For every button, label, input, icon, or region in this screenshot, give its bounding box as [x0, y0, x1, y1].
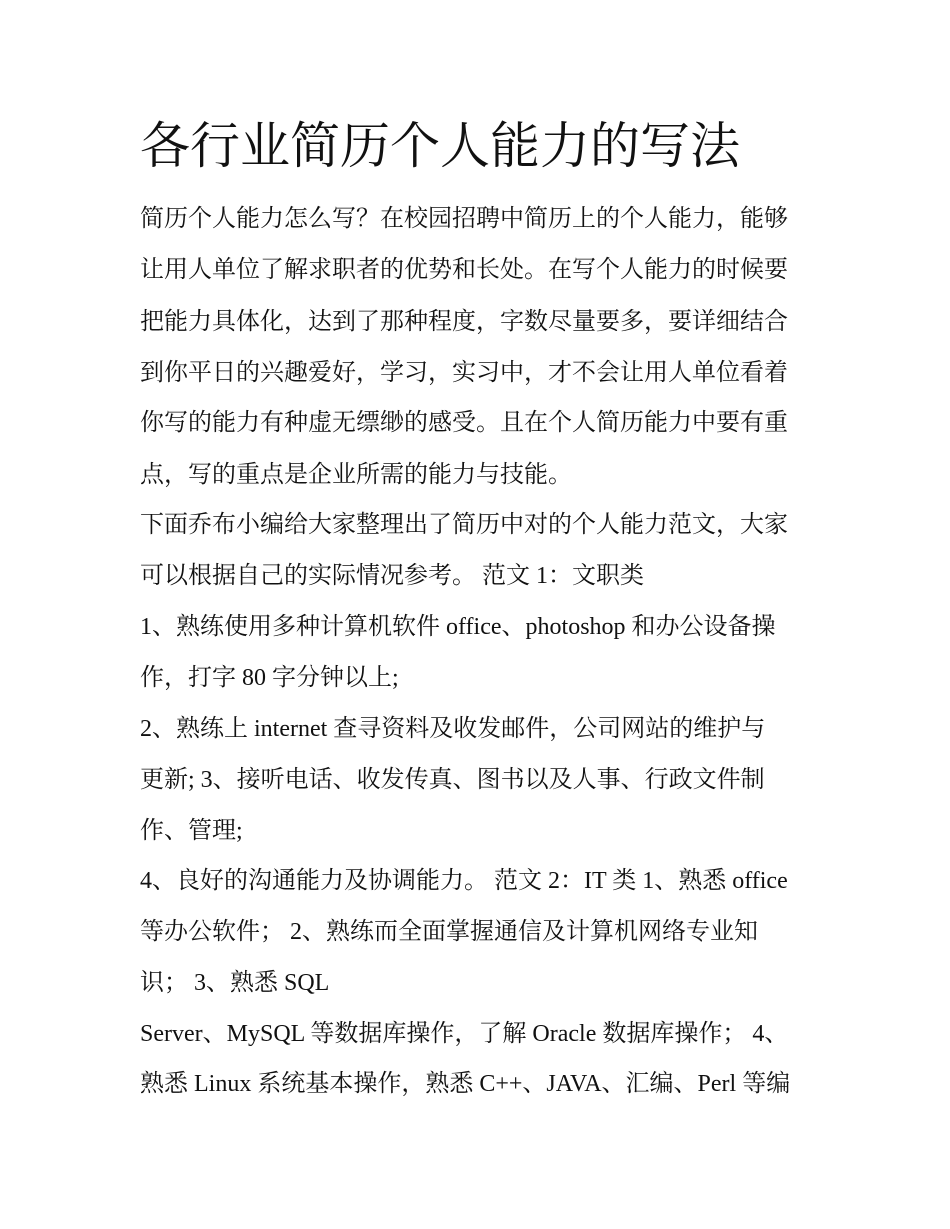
body-line-7: 下面乔布小编给大家整理出了简历中对的个人能力范文，大家 — [140, 512, 788, 538]
body-line-18: 熟悉 Linux 系统基本操作，熟悉 C++、JAVA、汇编、Perl 等编 — [140, 1071, 791, 1097]
body-line-9: 1、熟练使用多种计算机软件 office、photoshop 和办公设备操 — [140, 614, 776, 640]
body-line-8: 可以根据自己的实际情况参考。 范文 1：文职类 — [140, 563, 644, 589]
body-line-12: 更新; 3、接听电话、收发传真、图书以及人事、行政文件制 — [140, 767, 765, 793]
body-line-15: 等办公软件； 2、熟练而全面掌握通信及计算机网络专业知 — [140, 919, 758, 945]
document-title: 各行业简历个人能力的写法 — [140, 117, 740, 175]
body-line-1: 简历个人能力怎么写？在校园招聘中简历上的个人能力，能够 — [140, 206, 788, 232]
body-line-2: 让用人单位了解求职者的优势和长处。在写个人能力的时候要 — [140, 257, 788, 283]
body-line-11: 2、熟练上 internet 查寻资料及收发邮件，公司网站的维护与 — [140, 716, 766, 742]
body-line-16: 识； 3、熟悉 SQL — [140, 970, 330, 996]
body-line-4: 到你平日的兴趣爱好，学习，实习中，才不会让用人单位看着 — [140, 360, 788, 386]
body-line-13: 作、管理; — [140, 818, 243, 844]
body-line-14: 4、良好的沟通能力及协调能力。 范文 2：IT 类 1、熟悉 office — [140, 868, 788, 894]
body-line-10: 作，打字 80 字分钟以上; — [140, 665, 399, 691]
body-line-3: 把能力具体化，达到了那种程度，字数尽量要多，要详细结合 — [140, 309, 788, 335]
body-line-5: 你写的能力有种虚无缥缈的感受。且在个人简历能力中要有重 — [140, 410, 788, 436]
body-line-17: Server、MySQL 等数据库操作，了解 Oracle 数据库操作； 4、 — [140, 1021, 789, 1047]
body-line-6: 点，写的重点是企业所需的能力与技能。 — [140, 462, 572, 488]
